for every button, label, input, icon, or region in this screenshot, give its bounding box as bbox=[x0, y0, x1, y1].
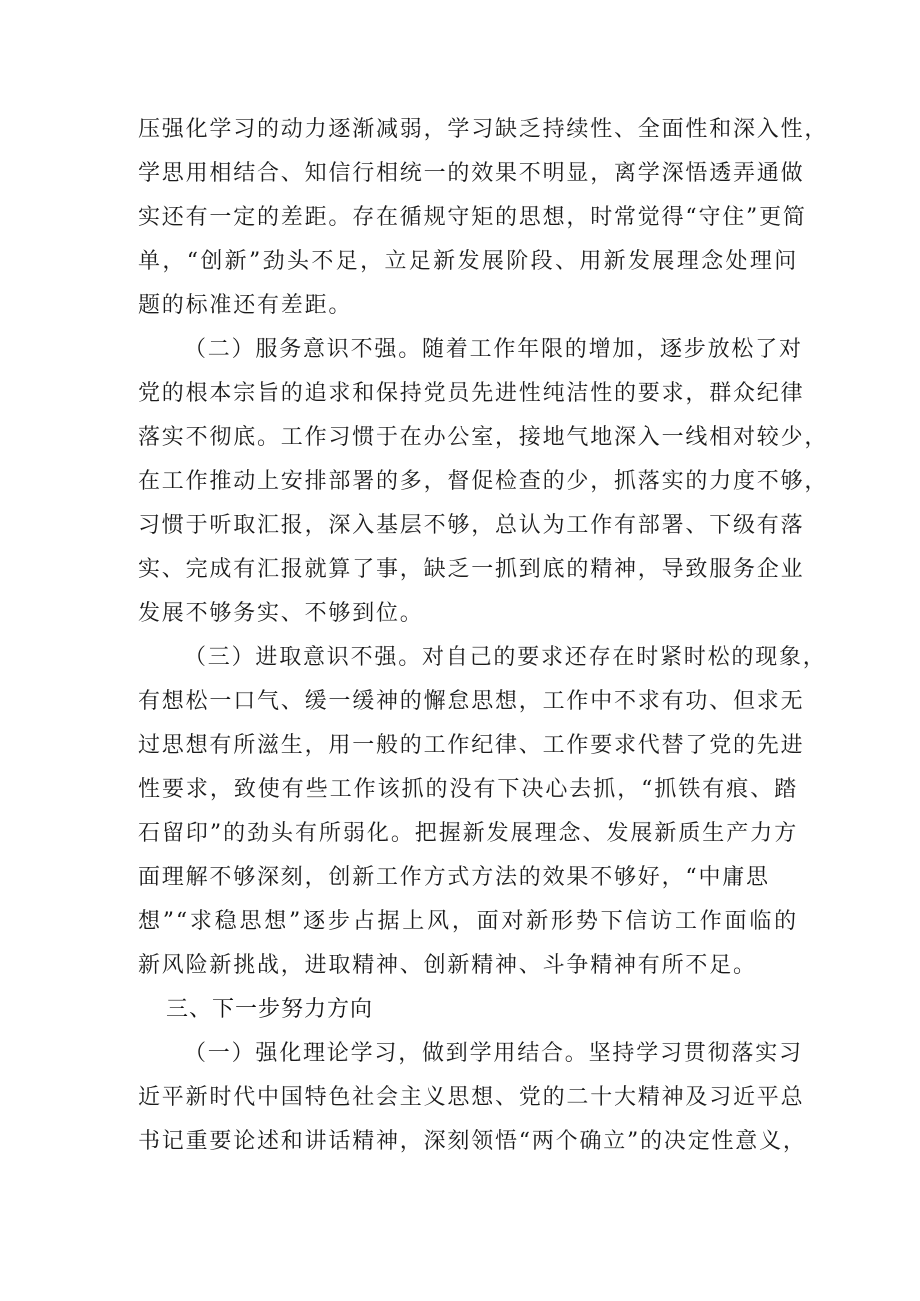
text-line: 有想松一口气、缓一缓神的懈怠思想，工作中不求有功、但求无 bbox=[138, 689, 805, 714]
text-line: 书记重要论述和讲话精神，深刻领悟“两个确立”的决定性意义， bbox=[138, 1129, 807, 1154]
text-line: 面理解不够深刻，创新工作方式方法的效果不够好，“中庸思 bbox=[138, 865, 770, 890]
text-line: （三）进取意识不强。对自己的要求还存在时紧时松的现象， bbox=[184, 645, 827, 670]
text-line: 在工作推动上安排部署的多，督促检查的少，抓落实的力度不够， bbox=[138, 469, 829, 494]
text-line: 发展不够务实、不够到位。 bbox=[138, 601, 424, 626]
text-line: 学思用相结合、知信行相统一的效果不明显，离学深悟透弄通做 bbox=[138, 161, 805, 186]
text-line: 近平新时代中国特色社会主义思想、党的二十大精神及习近平总 bbox=[138, 1085, 805, 1110]
section-heading: 三、下一步努力方向 bbox=[166, 997, 374, 1022]
text-line: （二）服务意识不强。随着工作年限的增加，逐步放松了对 bbox=[184, 337, 803, 362]
text-line: 单，“创新”劲头不足，立足新发展阶段、用新发展理念处理问 bbox=[138, 249, 798, 274]
text-line: 落实不彻底。工作习惯于在办公室，接地气地深入一线相对较少， bbox=[138, 425, 829, 450]
paragraph-study-motivation bbox=[138, 108, 829, 328]
text-line: 过思想有所滋生，用一般的工作纪律、工作要求代替了党的先进 bbox=[138, 733, 805, 758]
text-line: 实还有一定的差距。存在循规守矩的思想，时常觉得“守住”更简 bbox=[138, 205, 807, 230]
text-line: 实、完成有汇报就算了事，缺乏一抓到底的精神，导致服务企业 bbox=[138, 557, 805, 582]
document-page bbox=[138, 108, 829, 1164]
text-line: 性要求，致使有些工作该抓的没有下决心去抓，“抓铁有痕、踏 bbox=[138, 777, 798, 802]
text-line: 题的标准还有差距。 bbox=[138, 293, 353, 318]
text-line: 想”“求稳思想”逐步占据上风，面对新形势下信访工作面临的 bbox=[138, 909, 798, 934]
text-line: 新风险新挑战，进取精神、创新精神、斗争精神有所不足。 bbox=[138, 953, 757, 978]
text-line: 石留印”的劲头有所弱化。把握新发展理念、发展新质生产力方 bbox=[138, 821, 798, 846]
text-line: 习惯于听取汇报，深入基层不够，总认为工作有部署、下级有落 bbox=[138, 513, 805, 538]
text-line: （一）强化理论学习，做到学用结合。坚持学习贯彻落实习 bbox=[184, 1041, 803, 1066]
text-line: 压强化学习的动力逐渐减弱，学习缺乏持续性、全面性和深入性， bbox=[138, 117, 829, 142]
paragraph-theory-study bbox=[138, 1032, 807, 1164]
paragraph-enterprising-awareness bbox=[138, 636, 827, 988]
text-line: 党的根本宗旨的追求和保持党员先进性纯洁性的要求，群众纪律 bbox=[138, 381, 805, 406]
paragraph-service-awareness bbox=[138, 328, 829, 636]
